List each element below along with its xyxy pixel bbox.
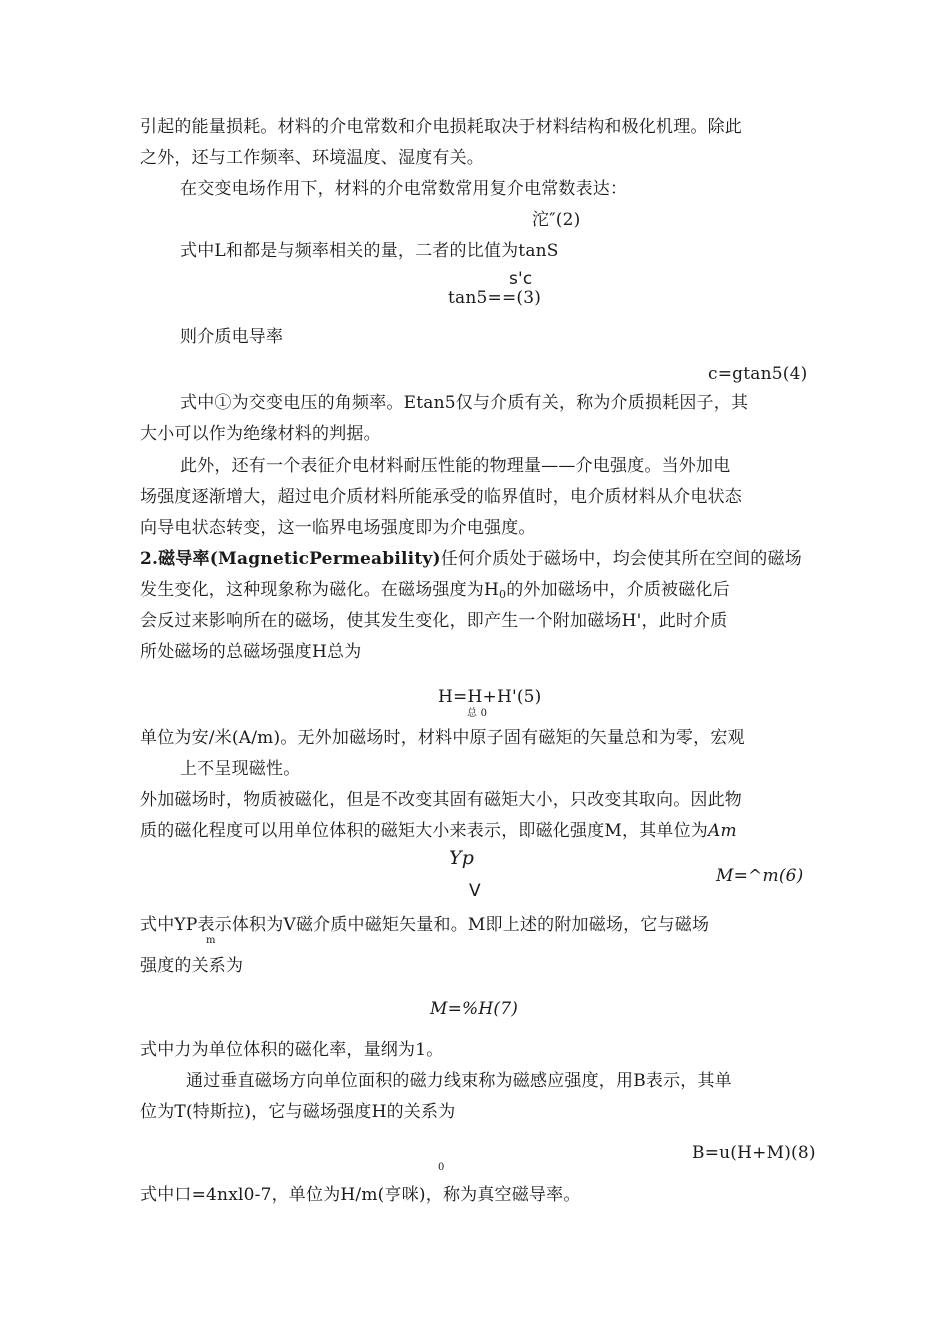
paragraph-line: 之外，还与工作频率、环境温度、湿度有关。: [140, 148, 484, 168]
paragraph-text: 发生变化，这种现象称为磁化。在磁场强度为: [140, 580, 484, 600]
paragraph-line: 上不呈现磁性。: [180, 759, 301, 779]
paragraph-line: 式中力为单位体积的磁化率，量纲为1。: [140, 1040, 444, 1060]
paragraph-line: 通过垂直磁场方向单位面积的磁力线束称为磁感应强度，用B表示，其单: [186, 1071, 732, 1091]
equation-3: tan5==(3): [448, 288, 542, 308]
equation-6-denominator: V: [469, 881, 481, 901]
paragraph-line: 此外，还有一个表征介电材料耐压性能的物理量——介电强度。当外加电: [180, 456, 731, 476]
equation-5-subscript: 总 0: [467, 708, 488, 719]
paragraph-line: 单位为安/米(A/m)。无外加磁场时，材料中原子固有磁矩的矢量总和为零，宏观: [140, 728, 745, 748]
paragraph-text: 的外加磁场中，介质被磁化后: [506, 580, 730, 600]
symbol-h: H: [484, 580, 500, 600]
paragraph-line: 场强度逐渐增大，超过电介质材料所能承受的临界值时，电介质材料从介电状态: [140, 487, 742, 507]
equation-3-numerator: s'c: [509, 269, 533, 289]
paragraph-line: 式中YP表示体积为V磁介质中磁矩矢量和。M即上述的附加磁场，它与磁场: [140, 915, 710, 935]
equation-6: [716, 865, 804, 887]
paragraph-line: 外加磁场时，物质被磁化，但是不改变其固有磁矩大小，只改变其取向。因此物: [140, 790, 742, 810]
equation-6-numerator: Yp: [449, 847, 475, 869]
paragraph-line: 则介质电导率: [180, 327, 284, 347]
paragraph-line: 式中①为交变电压的角频率。Etan5仅与介质有关，称为介质损耗因子，其: [180, 393, 749, 413]
equation-6-text: M=^m(6): [716, 866, 804, 886]
paragraph-line: [140, 579, 730, 601]
paragraph-text: 质的磁化程度可以用单位体积的磁矩大小来表示，即磁化强度M，其单位为: [140, 821, 709, 841]
equation-7: M=%H(7): [430, 999, 519, 1019]
equation-8-subscript: 0: [438, 1162, 445, 1173]
paragraph-line: 强度的关系为: [140, 956, 244, 976]
equation-5: H=H+H'(5): [438, 687, 542, 707]
subscript: 0: [499, 588, 507, 601]
paragraph-line: 所处磁场的总磁场强度H总为: [140, 642, 362, 662]
section-heading-line: [140, 548, 802, 570]
paragraph-line: 在交变电场作用下，材料的介电常数常用复介电常数表达：: [180, 179, 628, 199]
equation-2: 沱″(2): [532, 210, 581, 230]
paragraph-line: 会反过来影响所在的磁场，使其发生变化，即产生一个附加磁场H'，此时介质: [140, 611, 728, 631]
paragraph-line: 向导电状态转变，这一临界电场强度即为介电强度。: [140, 518, 536, 538]
unit-text: Am: [708, 821, 737, 841]
paragraph-text: 任何介质处于磁场中，均会使其所在空间的磁场: [440, 549, 802, 569]
paragraph-line: 大小可以作为绝缘材料的判据。: [140, 424, 381, 444]
paragraph-line: 位为T(特斯拉)，它与磁场强度H的关系为: [140, 1102, 456, 1122]
section-heading: 2.磁导率(MagneticPermeability): [140, 549, 441, 569]
subscript-m: m: [206, 935, 216, 946]
equation-4: c=gtan5(4): [708, 364, 808, 384]
paragraph-line: [140, 820, 737, 842]
paragraph-line: 式中口=4nxl0-7，单位为H/m(亨咪)，称为真空磁导率。: [140, 1185, 581, 1205]
equation-8: B=u(H+M)(8): [692, 1143, 816, 1163]
paragraph-line: 引起的能量损耗。材料的介电常数和介电损耗取决于材料结构和极化机理。除此: [140, 117, 742, 137]
paragraph-line: 式中L和都是与频率相关的量，二者的比值为tanS: [180, 241, 559, 261]
